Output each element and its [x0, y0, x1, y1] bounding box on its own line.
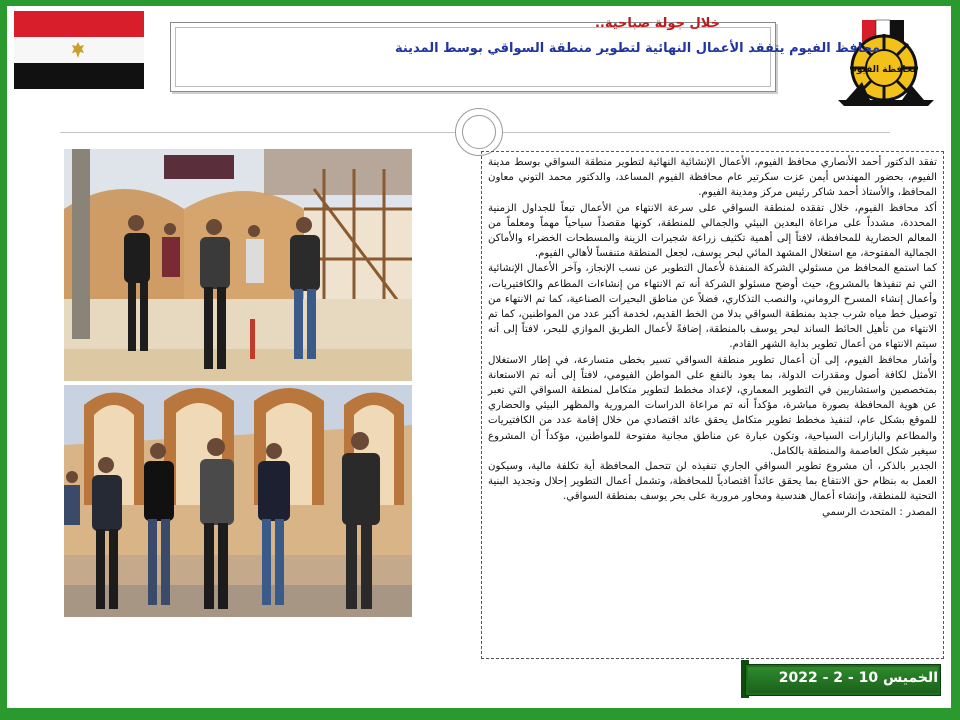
fayoum-governorate-logo	[832, 12, 940, 108]
site-visit-photo-1	[64, 149, 412, 381]
logo-text: محافظة الفيوم	[850, 65, 918, 75]
article-source: المصدر : المتحدث الرسمي	[822, 506, 937, 518]
eagle-emblem-icon	[68, 40, 88, 60]
site-visit-photo-2	[64, 385, 412, 617]
article-paragraph: الجدير بالذكر، أن مشروع تطوير السواقي الجاري تنفيذه لن تتحمل المحافظة أية تكلفة مالية، وسيكون العمل به بنظام حق الانتفاع بما يحقق عائداً اقتصادياً للمحافظة، وتشمل أعمال التطوير إحلال وتجديد البنية التحتية للمنطقة، وإنشاء أعمال هندسية ومحاور مرورية على بحر يوسف بمنطقة السواقي.	[488, 461, 937, 503]
article-body	[481, 151, 944, 659]
article-paragraph: أكد محافظ الفيوم، خلال تفقده لمنطقة السواقي على سرعة الانتهاء من الأعمال تبعاً للجداول الزمنية المحددة، مشدداً على مراعاة البعدين البيئي والجمالي للمنطقة، كونها مقصداً سياحياً مهماً ومعلماً من المعالم الحضارية للمحافظة، لافتاً إلى أهمية تكثيف زراعة شجيرات الزينة والمسطحات الخضراء والأماكن الجمالية المفتوحة، مع استغلال المشهد المائي لبحر يوسف، لجعل المنطقة متنفساً لأهالي الفيوم.	[488, 202, 937, 260]
divider-ring-ornament	[455, 108, 503, 156]
article-paragraph: وأشار محافظ الفيوم، إلى أن أعمال تطوير منطقة السواقي تسير بخطى متسارعة، في إطار الاستغلال الأمثل لكافة أصول ومقدرات الدولة، بما يعود بالنفع على المواطن الفيومي، لافتاً إلى أنه تم الاستعانة بمتخصصين واستشاريين في التطوير المعماري، لإعداد مخطط لتطوير متكامل لمنطقة السواقي التي تعبر عن هوية المحافظة بصورة مباشرة، مؤكداً أنه تم مراعاة الدراسات المرورية والمظهر البيئي والحضاري للموقع بشكل عام، لتنفيذ مخطط تطوير متكامل يحقق عائد اقتصادي من خلال إقامة عدد من الكافتيريات والمطاعم والبازارات السياحية، وتكون عبارة عن مناطق مجانية مفتوحة للمواطنين، مؤكداً أن المشروع سيغير شكل العاصمة والمنطقة بالكامل.	[488, 354, 937, 457]
article-paragraph: كما استمع المحافظ من مسئولي الشركة المنفذة لأعمال التطوير عن نسب الإنجاز، وآخر الأعمال الإنشائية التي تم تنفيذها بالمشروع، حيث أوضح مسئولو الشركة أنه تم الانتهاء من إنشاءات المطاعم والكافتيريات، وأعمال إنشاء المسرح الروماني، والنصب التذكاري، فضلاً عن مناطق البحيرات الصناعية، كما تم الانتهاء من توصيل خط مياه شرب جديد بمنطقة السواقي بدلا من الخط القديم، لخدمة أكبر عدد من المواطنين، كما تم الانتهاء من تأهيل الحائط الساند لبحر يوسف بالمنطقة، إضافةً لأعمال الطريق الموازي للبحر، لافتاً إلى أنه سيتم الانتهاء من أعمال تطوير بداية الشهر القادم.	[488, 263, 937, 351]
headline-kicker: خلال جولة صباحية..	[594, 16, 720, 31]
egypt-flag	[14, 11, 144, 89]
headline-box	[170, 22, 776, 92]
headline-title: محافظ الفيوم يتفقد الأعمال النهائية لتطوير منطقة السواقي بوسط المدينة	[394, 41, 880, 56]
publication-date: الخميس 10 - 2 - 2022	[778, 670, 938, 686]
article-paragraph: تفقد الدكتور أحمد الأنصاري محافظ الفيوم، الأعمال الإنشائية النهائية لتطوير منطقة السواقي بوسط مدينة الفيوم، بحضور المهندس أيمن عزت سكرتير عام محافظة الفيوم المساعد، والدكتور محمد التوني معاون المحافظ، والأستاذ أحمد شاكر رئيس مركز ومدينة الفيوم.	[488, 157, 937, 199]
